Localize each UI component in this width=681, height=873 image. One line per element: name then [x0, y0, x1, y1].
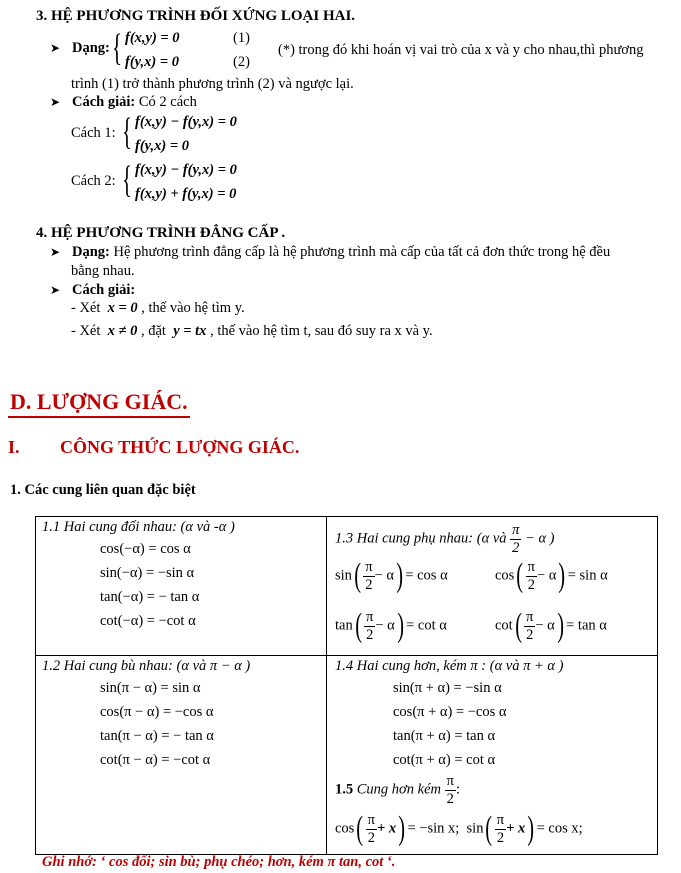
- pi-over-2-fraction: [526, 560, 537, 592]
- rhs: = −sin x;: [407, 820, 460, 837]
- sec3-cach2-label: Cách 2:: [71, 173, 116, 189]
- sec3-eq1: f(x,y) = 0: [125, 30, 180, 46]
- frac-num: π: [527, 559, 535, 575]
- sec3-cach2-system: [122, 160, 282, 206]
- sec4-step1-eq: x = 0: [107, 300, 138, 316]
- cell-1-3: [327, 517, 658, 656]
- frac-num: π: [526, 609, 534, 625]
- sec3-dang-label: Dạng:: [72, 40, 110, 56]
- frac-den: 2: [367, 829, 375, 846]
- c12-line: cos(π − α) = −cos α: [100, 704, 214, 720]
- sec3-note2: trình (1) trở thành phương trình (2) và ngược lại.: [71, 76, 354, 92]
- frac-num: π: [512, 522, 520, 538]
- c14-line: tan(π + α) = tan α: [393, 728, 496, 744]
- paren-left-icon: (: [354, 607, 362, 644]
- brace-icon: {: [122, 159, 133, 201]
- fn-name: cot: [495, 617, 513, 634]
- c14-line: sin(π + α) = −sin α: [393, 680, 502, 696]
- c13-row1-b: [495, 559, 608, 593]
- paren-right-icon: ): [397, 607, 404, 644]
- sec3-cach1-eq1: f(x,y) − f(y,x) = 0: [135, 114, 237, 130]
- cell-1-4: [327, 656, 658, 855]
- c15-label: Cung hơn kém: [356, 781, 442, 798]
- sec3-dang: [50, 40, 110, 57]
- paren-left-icon: (: [516, 557, 524, 594]
- cell-1-2: [36, 656, 327, 855]
- sec3-cach2-eq1: f(x,y) − f(y,x) = 0: [135, 162, 237, 178]
- sec4-step1-post: , thế vào hệ tìm y.: [141, 300, 245, 316]
- rhs: = tan α: [566, 617, 607, 634]
- section-i-title: CÔNG THỨC LƯỢNG GIÁC.: [60, 437, 300, 457]
- fn-name: cos: [335, 820, 355, 837]
- sec4-cachgiai-label: Cách giải:: [72, 282, 136, 298]
- frac-num: π: [367, 812, 375, 828]
- sec4-step1: [71, 300, 245, 317]
- c13-title-post: − α ): [525, 530, 555, 547]
- frac-den: 2: [526, 626, 534, 643]
- frac-den: 2: [527, 576, 535, 593]
- sec3-note1: (*) trong đó khi hoán vị vai trò của x và y cho nhau,thì phương: [278, 42, 644, 58]
- c13-row1-a: [335, 559, 448, 593]
- trig-table: [35, 516, 658, 855]
- c14-line: cos(π + α) = −cos α: [393, 704, 507, 720]
- sec3-eq2: f(y,x) = 0: [125, 54, 180, 70]
- rhs: = cot α: [406, 617, 447, 634]
- c12-line: sin(π − α) = sin α: [100, 680, 201, 696]
- brace-icon: {: [112, 27, 123, 69]
- sec3-title: 3. HỆ PHƯƠNG TRÌNH ĐỐI XỨNG LOẠI HAI.: [36, 8, 356, 24]
- frac-num: π: [496, 812, 505, 828]
- sec4-dang-label: Dạng:: [72, 244, 110, 260]
- paren-left-icon: (: [356, 810, 364, 847]
- sec4-dang-text1: Hệ phương trình đẳng cấp là hệ phương trình mà cấp của tất cả đơn thức trong hệ đều: [113, 244, 611, 260]
- rhs: = cos α: [405, 567, 448, 584]
- sec4-step2: [71, 323, 433, 340]
- c12-title: 1.2 Hai cung bù nhau: (α và π − α ): [42, 658, 251, 674]
- paren-right-icon: ): [557, 607, 564, 644]
- minus-alpha: − α: [535, 617, 555, 634]
- frac-den: 2: [366, 626, 374, 643]
- c11-line: cot(−α) = −cot α: [100, 613, 196, 629]
- sec3-cachgiai: [50, 94, 197, 111]
- cell-1-1: [36, 517, 327, 656]
- plus-x: + x: [377, 820, 397, 837]
- sec4-step2-eq2: y = tx: [173, 323, 207, 339]
- c14-title: 1.4 Hai cung hơn, kém π : (α và π + α ): [335, 658, 564, 674]
- c13-row2-b: [495, 609, 607, 643]
- pi-over-2-fraction: [363, 560, 374, 592]
- sec4-step1-pre: - Xét: [71, 300, 101, 316]
- c11-line: cos(−α) = cos α: [100, 541, 191, 557]
- frac-num: π: [365, 559, 373, 575]
- section-d-title: D. LƯỢNG GIÁC.: [8, 389, 190, 418]
- c11-line: sin(−α) = −sin α: [100, 565, 195, 581]
- mnemonic-note: Ghi nhớ: ‘ cos đối; sin bù; phụ chéo; hơn, kém π tan, cot ‘.: [42, 854, 396, 870]
- sec3-cach2-eq2: f(x,y) + f(y,x) = 0: [135, 186, 237, 202]
- c11-title: 1.1 Hai cung đối nhau: (α và -α ): [42, 519, 235, 535]
- rhs: = cos x;: [536, 820, 583, 837]
- frac-den: 2: [365, 576, 373, 593]
- sec3-cachgiai-label: Cách giải:: [72, 94, 136, 110]
- paren-right-icon: ): [527, 810, 535, 847]
- sec4-title: 4. HỆ PHƯƠNG TRÌNH ĐẲNG CẤP .: [36, 225, 286, 241]
- c11-line: tan(−α) = − tan α: [100, 589, 200, 605]
- colon: :: [455, 781, 460, 798]
- c13-row2-a: [335, 609, 447, 643]
- fn-name: sin: [466, 820, 484, 837]
- c14-line: cot(π + α) = cot α: [393, 752, 496, 768]
- pi-over-2-fraction: [495, 813, 506, 845]
- sec4-step2-mid: , đặt: [140, 323, 166, 339]
- sec4-dang-text2: bằng nhau.: [71, 263, 135, 279]
- arrow-icon: ➤: [50, 245, 61, 259]
- paren-left-icon: (: [514, 607, 522, 644]
- section-i-num: I.: [8, 437, 20, 457]
- frac-num: π: [366, 609, 374, 625]
- sec3-cach1-system: [122, 112, 282, 158]
- sub1-title: 1. Các cung liên quan đặc biệt: [10, 482, 196, 498]
- fn-name: tan: [335, 617, 353, 634]
- paren-left-icon: (: [485, 810, 493, 847]
- sec4-cachgiai: [50, 282, 135, 299]
- pi-over-2-fraction: [364, 610, 375, 642]
- fn-name: sin: [335, 567, 352, 584]
- pi-over-2-fraction: [524, 610, 535, 642]
- paren-left-icon: (: [354, 557, 361, 594]
- minus-alpha: − α: [537, 567, 557, 584]
- paren-right-icon: ): [558, 557, 566, 594]
- sec4-dang: [50, 244, 610, 261]
- c12-line: cot(π − α) = −cot α: [100, 752, 211, 768]
- sec3-cach1-label: Cách 1:: [71, 125, 116, 141]
- rhs: = sin α: [567, 567, 608, 584]
- pi-over-2-fraction: [366, 813, 377, 845]
- frac-den: 2: [446, 790, 454, 807]
- c13-title-pre: 1.3 Hai cung phụ nhau: (α và: [335, 530, 507, 547]
- sec4-step2-post: , thế vào hệ tìm t, sau đó suy ra x và y.: [210, 323, 433, 339]
- minus-alpha: − α: [374, 567, 394, 584]
- pi-over-2-fraction: [445, 774, 456, 806]
- pi-over-2-fraction: [510, 523, 521, 555]
- c15-formulas: [335, 812, 583, 846]
- paren-right-icon: ): [398, 810, 406, 847]
- c12-line: tan(π − α) = − tan α: [100, 728, 214, 744]
- sec3-cach1-eq2: f(y,x) = 0: [135, 138, 190, 154]
- brace-icon: {: [122, 111, 133, 153]
- sec4-step2-pre: - Xét: [71, 323, 101, 339]
- sec3-cachgiai-text: Có 2 cách: [138, 94, 197, 110]
- fn-name: cos: [495, 567, 515, 584]
- arrow-icon: ➤: [50, 95, 61, 109]
- arrow-icon: ➤: [50, 283, 61, 297]
- c15-title: [335, 774, 460, 806]
- sec3-num2: (2): [233, 54, 250, 70]
- sec3-num1: (1): [233, 30, 250, 46]
- frac-num: π: [446, 773, 454, 789]
- plus-x: + x: [506, 820, 526, 837]
- c13-title: [335, 523, 555, 555]
- frac-den: 2: [512, 539, 520, 556]
- sec4-step2-eq: x ≠ 0: [107, 323, 138, 339]
- c15-num: 1.5: [335, 781, 354, 798]
- arrow-icon: ➤: [50, 41, 61, 55]
- paren-right-icon: ): [396, 557, 404, 594]
- minus-alpha: − α: [375, 617, 395, 634]
- frac-den: 2: [496, 829, 505, 846]
